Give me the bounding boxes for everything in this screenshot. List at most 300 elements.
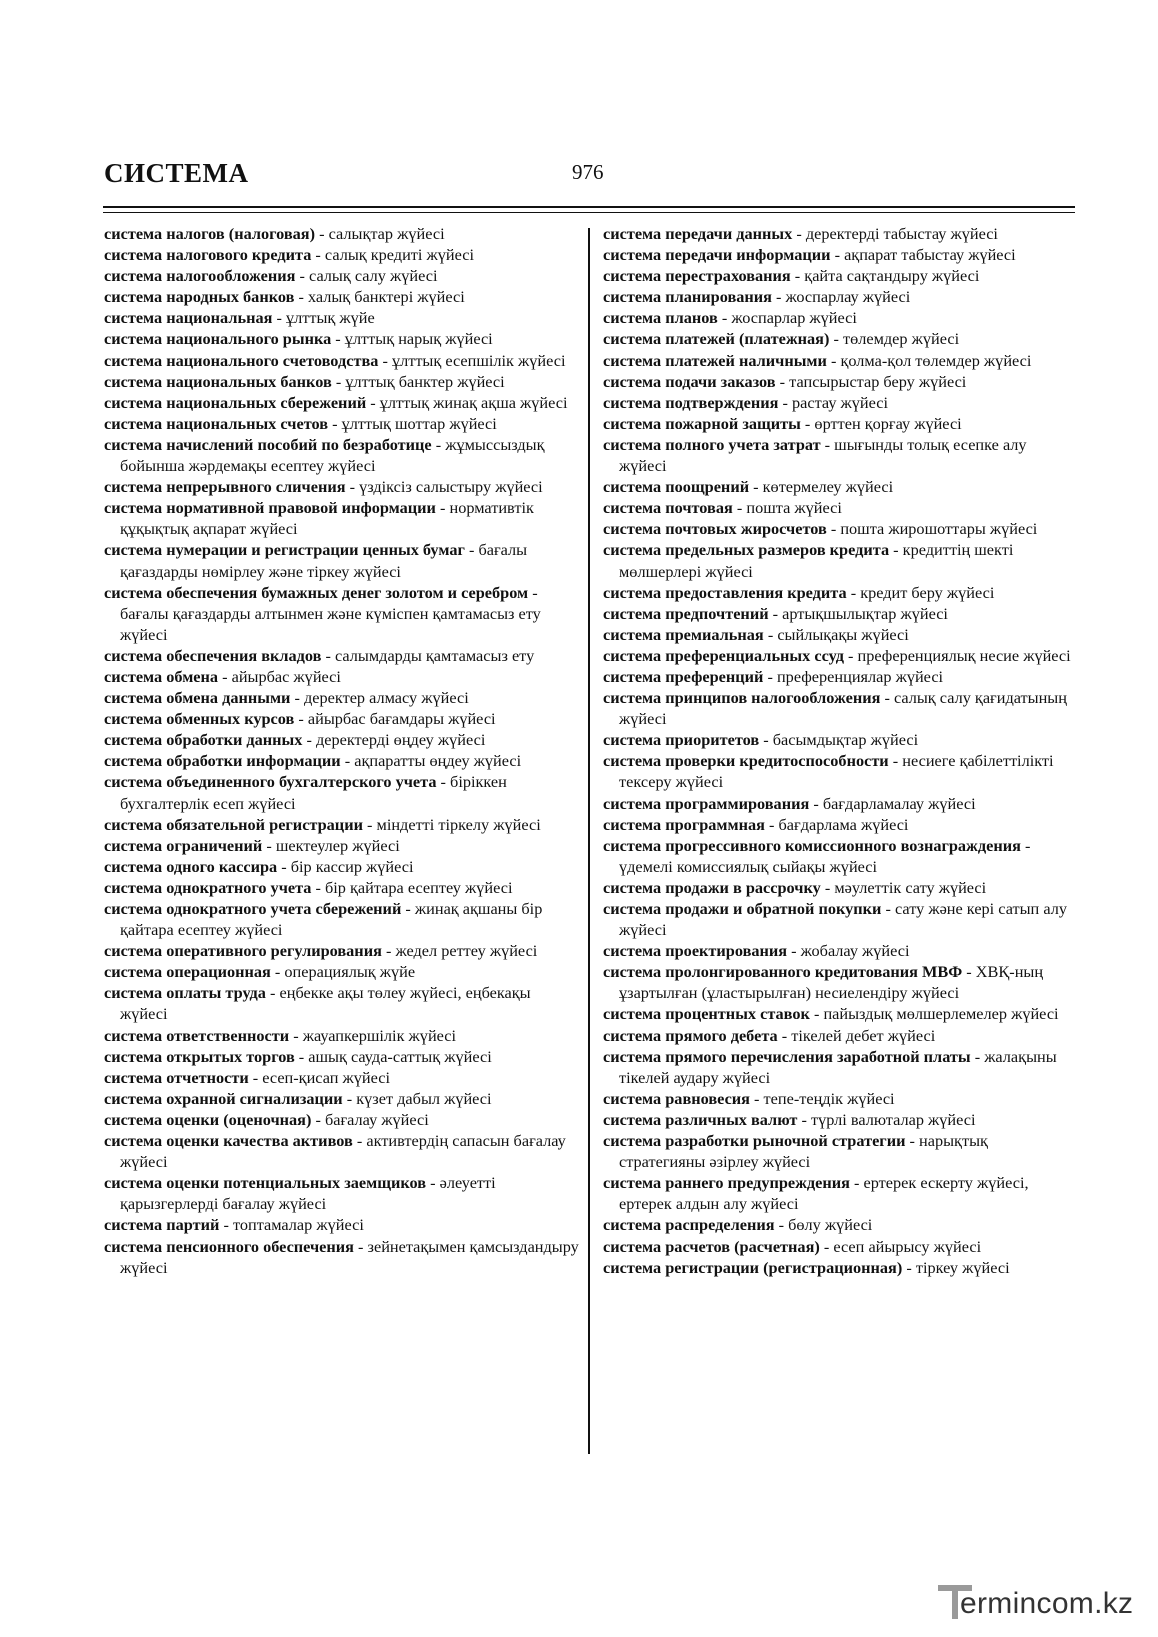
entry-separator: - xyxy=(809,1004,824,1024)
entry-separator: - xyxy=(774,1215,789,1235)
entry-term: система платежей (платежная) xyxy=(603,329,830,349)
entry-separator: - xyxy=(763,666,777,686)
entry-term: система объединенного бухгалтерского учета xyxy=(104,772,437,792)
dictionary-entry xyxy=(603,1130,1075,1172)
entry-term: система операционная xyxy=(104,962,271,982)
dictionary-entry xyxy=(603,1257,1075,1278)
entry-term: система национального рынка xyxy=(104,329,332,349)
entry-separator: - xyxy=(790,266,805,286)
dictionary-entry xyxy=(104,223,580,244)
dictionary-entry xyxy=(603,645,1075,666)
entry-separator: - xyxy=(962,962,976,982)
entry-term: система налогового кредита xyxy=(104,245,312,265)
entry-separator: - xyxy=(331,371,346,391)
entry-term: система охранной сигнализации xyxy=(104,1088,343,1108)
entry-term: система однократного учета xyxy=(104,877,312,897)
logo-t-stem xyxy=(952,1585,958,1619)
entry-translation: активтердің сапасын бағалау жүйесі xyxy=(120,1131,566,1172)
entry-separator: - xyxy=(294,709,308,729)
entry-term: система полного учета затрат xyxy=(603,434,821,454)
dictionary-entry xyxy=(104,497,580,539)
dictionary-entry xyxy=(104,856,580,877)
entry-term: система партий xyxy=(104,1215,220,1235)
dictionary-entry xyxy=(603,1046,1075,1088)
entry-term: система оценки потенциальных заемщиков xyxy=(104,1173,427,1193)
dictionary-entry xyxy=(603,750,1075,792)
entry-term: система пролонгированного кредитования МВФ xyxy=(603,962,963,982)
dictionary-entry xyxy=(603,434,1075,476)
entry-translation: біріккен бухгалтерлік есеп жүйесі xyxy=(120,772,507,813)
dictionary-entry xyxy=(104,898,580,940)
entry-translation: артықшылықтар жүйесі xyxy=(782,603,948,623)
entry-translation: деректерді өңдеу жүйесі xyxy=(315,730,486,750)
entry-translation: пайыздық мөлшерлемелер жүйесі xyxy=(823,1004,1059,1024)
dictionary-entry xyxy=(104,265,580,286)
entry-translation: шектеулер жүйесі xyxy=(275,835,400,855)
entry-translation: преференциялық несие жүйесі xyxy=(857,645,1071,665)
entry-separator: - xyxy=(1020,835,1031,855)
entry-term: система нумерации и регистрации ценных бумаг xyxy=(104,540,465,560)
entry-separator: - xyxy=(843,645,858,665)
entry-translation: преференциялар жүйесі xyxy=(776,666,944,686)
entry-translation: тікелей дебет жүйесі xyxy=(791,1025,936,1045)
entry-separator: - xyxy=(218,666,232,686)
dictionary-entry xyxy=(603,940,1075,961)
entry-term: система национальных сбережений xyxy=(104,392,367,412)
entry-translation: ертерек ескерту жүйесі, ертерек алдын алу жүйесі xyxy=(619,1173,1029,1214)
entry-translation: ұлттық жүйе xyxy=(285,308,375,328)
entry-separator: - xyxy=(248,1067,263,1087)
entry-separator: - xyxy=(219,1215,233,1235)
entry-term: система народных банков xyxy=(104,287,295,307)
entry-term: система преференциальных ссуд xyxy=(603,645,844,665)
entry-separator: - xyxy=(321,645,335,665)
entry-term: система оценки качества активов xyxy=(104,1131,353,1151)
dictionary-entry xyxy=(603,666,1075,687)
dictionary-entry xyxy=(603,898,1075,940)
entry-term: система пенсионного обеспечения xyxy=(104,1236,354,1256)
entry-translation: жоспарлау жүйесі xyxy=(785,287,911,307)
entry-separator: - xyxy=(826,350,841,370)
entry-separator: - xyxy=(426,1173,440,1193)
dictionary-entry xyxy=(603,1025,1075,1046)
dictionary-entry xyxy=(104,666,580,687)
entry-translation: есеп айырысу жүйесі xyxy=(833,1236,982,1256)
dictionary-entry xyxy=(603,1236,1075,1257)
entry-separator: - xyxy=(315,224,329,243)
entry-separator: - xyxy=(889,540,903,560)
entry-separator: - xyxy=(902,1257,916,1277)
termincom-logo[interactable] xyxy=(938,1585,1148,1627)
entry-term: система обмена xyxy=(104,666,219,686)
entry-translation: сату және кері сатып алу жүйесі xyxy=(619,899,1067,940)
entry-translation: несиеге қабілеттілікті тексеру жүйесі xyxy=(619,751,1054,792)
entry-term: система оплаты труда xyxy=(104,983,266,1003)
entry-translation: бөлу жүйесі xyxy=(788,1215,873,1235)
entry-separator: - xyxy=(311,245,325,265)
entry-translation: жобалау жүйесі xyxy=(800,941,910,961)
entry-translation: тепе-теңдік жүйесі xyxy=(763,1088,895,1108)
entry-translation: жауапкершілік жүйесі xyxy=(302,1025,457,1045)
dictionary-entry xyxy=(104,729,580,750)
entry-translation: нормативтік құқықтық ақпарат жүйесі xyxy=(120,498,534,539)
entry-separator: - xyxy=(829,329,843,349)
entry-term: система платежей наличными xyxy=(603,350,827,370)
header-rule-thin xyxy=(103,212,1075,213)
entry-term: система продажи и обратной покупки xyxy=(603,899,882,918)
entry-term: система начислений пособий по безработице xyxy=(104,434,432,454)
entry-translation: бағалы қағаздарды нөмірлеу және тіркеу жүйесі xyxy=(120,540,528,581)
entry-separator: - xyxy=(270,962,285,982)
entry-translation: зейнетақымен қамсыздандыру жүйесі xyxy=(120,1236,579,1277)
dictionary-entry xyxy=(603,1003,1075,1024)
entry-translation: үдемелі комиссиялық сыйақы жүйесі xyxy=(619,856,878,876)
entry-translation: пошта жүйесі xyxy=(746,498,842,518)
entry-translation: көтермелеу жүйесі xyxy=(762,477,894,497)
entry-term: система перестрахования xyxy=(603,266,791,286)
dictionary-entry xyxy=(104,708,580,729)
dictionary-entry xyxy=(603,476,1075,497)
entry-translation: тіркеу жүйесі xyxy=(915,1257,1010,1277)
entry-separator: - xyxy=(352,1131,367,1151)
entry-translation: ХВҚ-ның ұзартылған (ұластырылған) несиелендіру жүйесі xyxy=(619,962,1044,1003)
entry-separator: - xyxy=(277,856,291,876)
dictionary-entry xyxy=(104,1046,580,1067)
entry-term: система пожарной защиты xyxy=(603,413,801,433)
entry-translation: пошта жирошоттары жүйесі xyxy=(840,519,1038,539)
dictionary-entry xyxy=(104,307,580,328)
entry-translation: сыйлықақы жүйесі xyxy=(777,624,909,644)
entry-separator: - xyxy=(792,224,806,243)
entry-separator: - xyxy=(381,941,396,961)
entry-term: система предельных размеров кредита xyxy=(603,540,890,560)
entry-separator: - xyxy=(265,983,280,1003)
dictionary-entry xyxy=(104,244,580,265)
entry-separator: - xyxy=(331,329,345,349)
entry-translation: міндетті тіркелу жүйесі xyxy=(376,814,541,834)
entry-separator: - xyxy=(775,371,790,391)
dictionary-entry xyxy=(104,1130,580,1172)
dictionary-entry xyxy=(603,1214,1075,1235)
entry-separator: - xyxy=(717,308,732,328)
entry-separator: - xyxy=(262,835,276,855)
entry-translation: бағалы қағаздарды алтынмен және күміспен қамтамасыз ету жүйесі xyxy=(120,603,541,644)
dictionary-entry xyxy=(603,624,1075,645)
entry-term: система ограничений xyxy=(104,835,263,855)
entry-translation: тапсырыстар беру жүйесі xyxy=(789,371,967,391)
entry-translation: топтамалар жүйесі xyxy=(232,1215,364,1235)
entry-term: система непрерывного сличения xyxy=(104,477,346,497)
entry-translation: бағдарлама жүйесі xyxy=(778,814,909,834)
entry-translation: салық кредиті жүйесі xyxy=(324,245,474,265)
dictionary-entry xyxy=(603,371,1075,392)
entry-translation: салымдарды қамтамасыз ету xyxy=(335,645,535,665)
running-head-word: СИСТЕМА xyxy=(104,158,249,188)
entry-term: система регистрации (регистрационная) xyxy=(603,1257,903,1277)
dictionary-entry xyxy=(104,645,580,666)
entry-term: система прогрессивного комиссионного вознаграждения xyxy=(603,835,1021,855)
dictionary-entry xyxy=(603,244,1075,265)
dictionary-entry xyxy=(603,1109,1075,1130)
entry-separator: - xyxy=(353,1236,368,1256)
dictionary-entry xyxy=(104,750,580,771)
dictionary-entry xyxy=(104,328,580,349)
dictionary-column-left xyxy=(104,223,580,1278)
dictionary-entry xyxy=(104,835,580,856)
entry-translation: жалақыны тікелей аудару жүйесі xyxy=(619,1046,1057,1087)
entry-translation: айырбас бағамдары жүйесі xyxy=(307,709,496,729)
entry-separator: - xyxy=(820,877,835,897)
entry-translation: жоспарлар жүйесі xyxy=(731,308,857,328)
entry-translation: ашық сауда-саттық жүйесі xyxy=(308,1046,492,1066)
entry-term: система подтверждения xyxy=(603,392,779,412)
entry-separator: - xyxy=(436,772,451,792)
entry-translation: деректер алмасу жүйесі xyxy=(304,688,469,708)
column-divider xyxy=(588,228,590,1454)
entry-translation: қайта сақтандыру жүйесі xyxy=(804,266,980,286)
entry-term: система налогообложения xyxy=(104,266,296,286)
entry-separator: - xyxy=(528,582,538,602)
entry-separator: - xyxy=(272,308,286,328)
entry-term: система проверки кредитоспособности xyxy=(603,751,889,771)
entry-translation: кредиттің шекті мөлшерлері жүйесі xyxy=(619,540,1014,581)
entry-translation: деректерді табыстау жүйесі xyxy=(805,224,998,243)
dictionary-entry xyxy=(603,603,1075,624)
dictionary-entry xyxy=(104,1236,580,1278)
entry-separator: - xyxy=(295,266,310,286)
entry-term: система планов xyxy=(603,308,718,328)
dictionary-entry xyxy=(104,982,580,1024)
entry-term: система обеспечения вкладов xyxy=(104,645,322,665)
entry-separator: - xyxy=(881,899,895,918)
entry-translation: ұлттық банктер жүйесі xyxy=(345,371,505,391)
entry-translation: халық банктері жүйесі xyxy=(307,287,465,307)
dictionary-entry xyxy=(603,1172,1075,1214)
dictionary-entry xyxy=(603,835,1075,877)
entry-translation: қолма-қол төлемдер жүйесі xyxy=(840,350,1032,370)
entry-translation: басымдықтар жүйесі xyxy=(772,730,919,750)
entry-separator: - xyxy=(809,793,823,813)
entry-term: система национальных счетов xyxy=(104,413,329,433)
entry-separator: - xyxy=(311,877,325,897)
entry-term: система прямого перечисления заработной платы xyxy=(603,1046,971,1066)
entry-term: система программирования xyxy=(603,793,810,813)
dictionary-entry xyxy=(603,307,1075,328)
entry-separator: - xyxy=(778,392,793,412)
entry-term: система равновесия xyxy=(603,1088,750,1108)
entry-separator: - xyxy=(905,1131,920,1151)
entry-term: система обмена данными xyxy=(104,688,291,708)
entry-separator: - xyxy=(362,814,377,834)
dictionary-entry xyxy=(603,497,1075,518)
dictionary-entry xyxy=(104,392,580,413)
entry-separator: - xyxy=(464,540,479,560)
entry-term: система национального счетоводства xyxy=(104,350,379,370)
entry-separator: - xyxy=(294,1046,309,1066)
dictionary-entry xyxy=(104,1214,580,1235)
entry-term: система обязательной регистрации xyxy=(104,814,363,834)
entry-term: система налогов (налоговая) xyxy=(104,224,316,243)
entry-term: система предоставления кредита xyxy=(603,582,847,602)
dictionary-entry xyxy=(603,286,1075,307)
entry-term: система продажи в рассрочку xyxy=(603,877,821,897)
entry-separator: - xyxy=(749,477,763,497)
dictionary-entry xyxy=(603,328,1075,349)
dictionary-entry xyxy=(603,392,1075,413)
entry-separator: - xyxy=(366,392,380,412)
entry-translation: салық салу қағидатының жүйесі xyxy=(619,688,1067,729)
entry-separator: - xyxy=(328,413,342,433)
entry-translation: бағдарламалау жүйесі xyxy=(822,793,976,813)
entry-separator: - xyxy=(401,899,415,918)
dictionary-entry xyxy=(104,1088,580,1109)
entry-separator: - xyxy=(764,814,779,834)
entry-separator: - xyxy=(759,730,773,750)
entry-term: система разработки рыночной стратегии xyxy=(603,1131,906,1151)
page-number: 976 xyxy=(572,160,604,184)
entry-separator: - xyxy=(294,287,308,307)
entry-term: система планирования xyxy=(603,287,772,307)
entry-separator: - xyxy=(849,1173,864,1193)
entry-term: система оценки (оценочная) xyxy=(104,1109,312,1129)
entry-separator: - xyxy=(342,1088,357,1108)
dictionary-entry xyxy=(603,265,1075,286)
entry-translation: салықтар жүйесі xyxy=(328,224,445,243)
entry-separator: - xyxy=(763,624,778,644)
entry-translation: кредит беру жүйесі xyxy=(860,582,995,602)
entry-term: система распределения xyxy=(603,1215,775,1235)
entry-separator: - xyxy=(820,434,835,454)
dictionary-entry xyxy=(603,729,1075,750)
entry-separator: - xyxy=(880,688,894,708)
entry-separator: - xyxy=(819,1236,834,1256)
entry-separator: - xyxy=(826,519,841,539)
entry-translation: операциялық жүйе xyxy=(284,962,416,982)
entry-translation: күзет дабыл жүйесі xyxy=(356,1088,492,1108)
entry-separator: - xyxy=(768,603,783,623)
entry-term: система нормативной правовой информации xyxy=(104,498,436,518)
header-rule-thick xyxy=(103,206,1075,208)
entry-translation: төлемдер жүйесі xyxy=(842,329,960,349)
dictionary-column-right xyxy=(603,223,1075,1278)
entry-term: система премиальная xyxy=(603,624,764,644)
dictionary-entry xyxy=(603,793,1075,814)
entry-separator: - xyxy=(431,434,446,454)
entry-term: система поощрений xyxy=(603,477,750,497)
entry-separator: - xyxy=(345,477,360,497)
entry-separator: - xyxy=(846,582,861,602)
entry-term: система национальных банков xyxy=(104,371,332,391)
entry-term: система предпочтений xyxy=(603,603,769,623)
dictionary-entry xyxy=(104,582,580,645)
entry-term: система подачи заказов xyxy=(603,371,776,391)
entry-translation: жедел реттеу жүйесі xyxy=(395,941,538,961)
entry-translation: ақпарат табыстау жүйесі xyxy=(844,245,1016,265)
entry-term: система обеспечения бумажных денег золотом и серебром xyxy=(104,582,529,602)
dictionary-entry xyxy=(104,1067,580,1088)
entry-term: система приоритетов xyxy=(603,730,760,750)
dictionary-entry xyxy=(104,961,580,982)
entry-separator: - xyxy=(771,287,786,307)
entry-term: система оперативного регулирования xyxy=(104,941,382,961)
entry-term: система обработки данных xyxy=(104,730,303,750)
entry-translation: жұмыссыздық бойынша жәрдемақы есептеу жүйесі xyxy=(120,434,545,476)
entry-term: система раннего предупреждения xyxy=(603,1173,850,1193)
dictionary-entry xyxy=(603,582,1075,603)
entry-term: система обработки информации xyxy=(104,751,341,771)
entry-term: система ответственности xyxy=(104,1025,290,1045)
entry-separator: - xyxy=(970,1046,985,1066)
entry-term: система проектирования xyxy=(603,941,788,961)
entry-separator: - xyxy=(777,1025,792,1045)
entry-translation: ұлттық шоттар жүйесі xyxy=(341,413,497,433)
entry-translation: жинақ ақшаны бір қайтара есептеу жүйесі xyxy=(120,899,543,940)
entry-separator: - xyxy=(888,751,903,771)
entry-term: система преференций xyxy=(603,666,764,686)
dictionary-entry xyxy=(104,1109,580,1130)
dictionary-entry xyxy=(104,476,580,497)
entry-separator: - xyxy=(435,498,450,518)
entry-translation: шығынды толық есепке алу жүйесі xyxy=(619,434,1027,476)
entry-separator: - xyxy=(289,1025,303,1045)
entry-term: система процентных ставок xyxy=(603,1004,810,1024)
entry-term: система однократного учета сбережений xyxy=(104,899,402,918)
entry-translation: ұлттық нарық жүйесі xyxy=(344,329,493,349)
dictionary-entry xyxy=(104,814,580,835)
dictionary-entry xyxy=(104,286,580,307)
dictionary-entry xyxy=(104,940,580,961)
dictionary-entry xyxy=(104,350,580,371)
dictionary-entry xyxy=(603,1088,1075,1109)
entry-term: система передачи информации xyxy=(603,245,831,265)
entry-separator: - xyxy=(290,688,304,708)
dictionary-entry xyxy=(104,771,580,813)
entry-term: система обменных курсов xyxy=(104,709,295,729)
entry-term: система почтовых жиросчетов xyxy=(603,519,827,539)
entry-translation: үздіксіз салыстыру жүйесі xyxy=(359,477,543,497)
entry-term: система открытых торгов xyxy=(104,1046,295,1066)
entry-separator: - xyxy=(797,1109,811,1129)
dictionary-entry xyxy=(104,877,580,898)
entry-translation: әлеуетті қарызгерлерді бағалау жүйесі xyxy=(120,1173,496,1214)
entry-term: система национальная xyxy=(104,308,273,328)
entry-translation: түрлі валюталар жүйесі xyxy=(810,1109,976,1129)
entry-translation: айырбас жүйесі xyxy=(231,666,341,686)
dictionary-entry xyxy=(104,687,580,708)
entry-translation: растау жүйесі xyxy=(792,392,889,412)
dictionary-entry xyxy=(104,371,580,392)
entry-separator: - xyxy=(302,730,316,750)
dictionary-entry xyxy=(104,1025,580,1046)
entry-separator: - xyxy=(732,498,747,518)
entry-translation: бір қайтара есептеу жүйесі xyxy=(325,877,513,897)
entry-separator: - xyxy=(378,350,392,370)
logo-text: ermincom.kz xyxy=(960,1587,1134,1620)
dictionary-entry xyxy=(603,877,1075,898)
entry-separator: - xyxy=(787,941,801,961)
dictionary-entry xyxy=(603,539,1075,581)
entry-term: система программная xyxy=(603,814,765,834)
entry-translation: өрттен қорғау жүйесі xyxy=(814,413,962,433)
entry-translation: бағалау жүйесі xyxy=(324,1109,429,1129)
entry-term: система различных валют xyxy=(603,1109,798,1129)
entry-term: система принципов налогообложения xyxy=(603,688,881,708)
entry-separator: - xyxy=(800,413,815,433)
entry-translation: ұлттық жинақ ақша жүйесі xyxy=(379,392,568,412)
dictionary-entry xyxy=(104,1172,580,1214)
dictionary-entry xyxy=(104,539,580,581)
dictionary-entry xyxy=(104,434,580,476)
